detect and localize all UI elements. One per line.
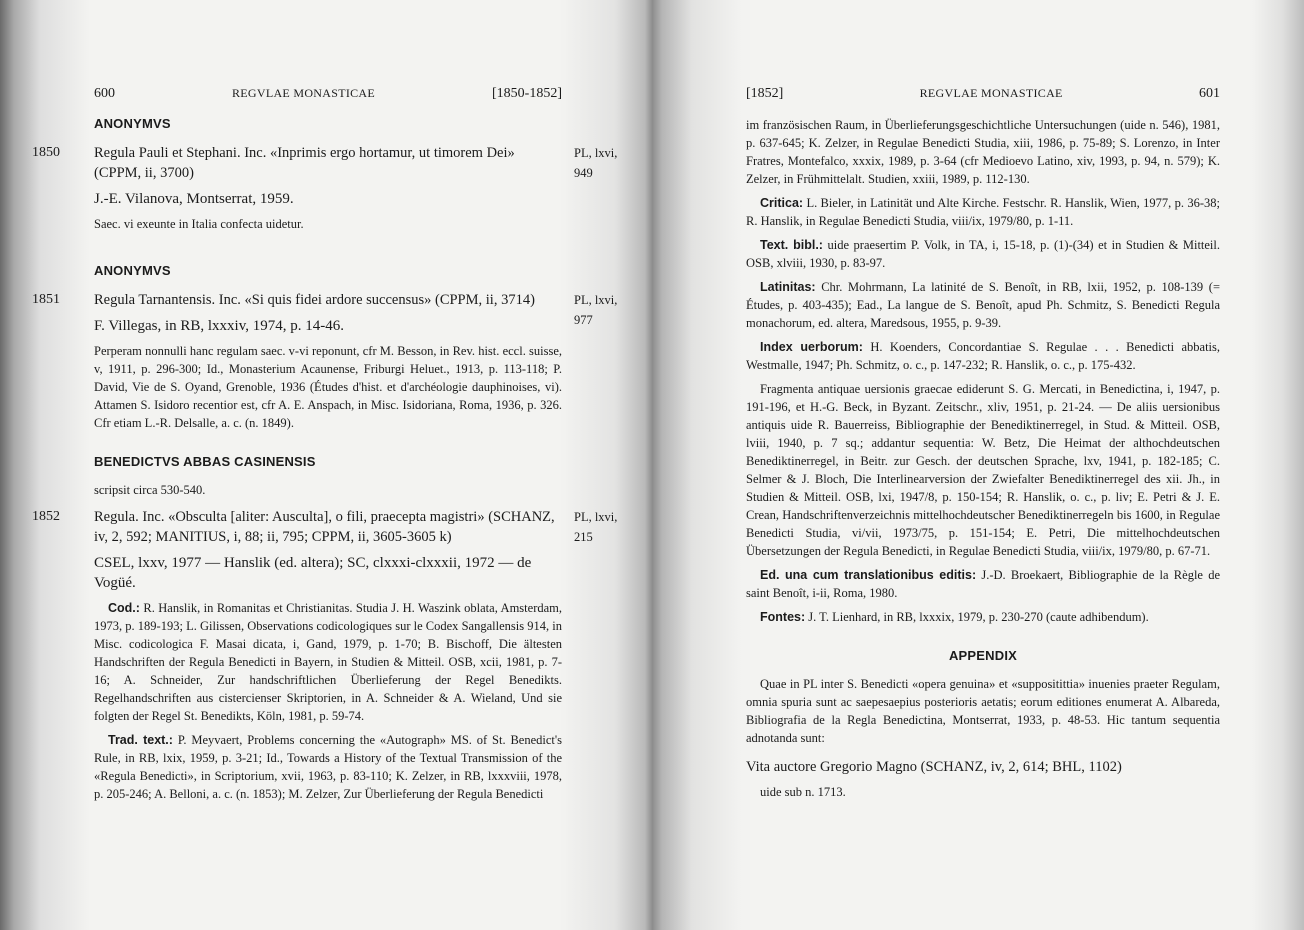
section-heading: ANONYMVS: [94, 263, 171, 278]
entry-note: Perperam nonnulli hanc regulam saec. v-vi reponunt, cfr M. Besson, in Rev. hist. eccl. suisse, v, 1911, p. 296-300; Id., Monasterium Acaunense, Friburgi Heluet., 1913, p. 113-118; P. David, Vie de S. Oyand, Grenoble, 1936 (Études d'hist. et d'archéologie dauphinoises, vi). Attamen S. Isidoro recentior est, cfr A. E. Anspach, in Misc. Isidoriana, Roma, 1936, p. 326. Cfr etiam L.-R. Delsalle, a. c. (n. 1849).: [94, 344, 562, 430]
vita-entry: [746, 757, 1220, 777]
pl-reference: PL, lxvi, 949: [574, 146, 618, 180]
paragraph-text: J.-D. Broekaert, Bibliographie de la Règle de saint Benoît, i-ii, Roma, 1980.: [746, 568, 1220, 600]
running-title: REGVLAE MONASTICAE: [231, 86, 376, 100]
paragraph-label: Fontes:: [760, 610, 806, 624]
codices-paragraph: [94, 599, 562, 725]
paragraph-label: Ed. una cum translationibus editis:: [760, 568, 977, 582]
paragraph-text: R. Hanslik, in Romanitas et Christianitas. Studia J. H. Waszink oblata, Amsterdam, 1973, p. 189-193; L. Gilissen, Observations codicologiques sur le Codex Sangallensis 914, in Misc. codicologica F. Masai dicata, i, Gand, 1979, p. 1-70; B. Bischoff, Die ältesten Handschriften der Regula Benedicti in Bayern, in Studien & Mitteil. OSB, xcii, 1981, p. 7-16; A. Schneider, Zur handschriftlichen Überlieferung der Regel Benedikts. Regelhandschriften aus cistercienser Skriptorien, in A. Schneider & A. Wieland, Und sie folgten der Regel St. Benedikts, Köln, 1981, p. 59-74.: [94, 601, 562, 723]
author-heading: BENEDICTVS ABBAS CASINENSIS: [94, 454, 316, 469]
latinitas-paragraph: [746, 278, 1220, 332]
continued-paragraph: im französischen Raum, in Überlieferungsgeschichtliche Untersuchungen (uide n. 546), 1981, p. 637-645; K. Zelzer, in Regulae Benedicti Studia, xiii, 1986, p. 75-89; S. Lorenzo, in Inter Fratres, Montefalco, xxxix, 1989, p. 3-64 (cfr Medioevo Latino, xiv, 1993, p. 94, n. 579); K. Zelzer, in Frühmittelalt. Studien, xxiii, 1989, p. 112-130.: [746, 118, 1220, 186]
edition-line: CSEL, lxxv, 1977 — Hanslik (ed. altera); SC, clxxxi-clxxxii, 1972 — de Vogüé.: [94, 555, 532, 591]
right-running-header: [746, 86, 1220, 102]
pl-reference: PL, lxvi, 215: [574, 510, 618, 544]
index-paragraph: [746, 338, 1220, 374]
fontes-paragraph: [746, 608, 1220, 626]
paragraph-label: Text. bibl.:: [760, 238, 823, 252]
page-number: 600: [94, 86, 115, 101]
paragraph-text: J. T. Lienhard, in RB, lxxxix, 1979, p. 230-270 (caute adhibendum).: [808, 610, 1149, 624]
entry-note: Saec. vi exeunte in Italia confecta uidetur.: [94, 217, 304, 231]
entry-text: Regula. Inc. «Obsculta [aliter: Ausculta], o fili, praecepta magistri» (SCHANZ, iv, 2, 592; MANITIUS, i, 88; ii, 795; CPPM, ii, 3605-3605 k): [94, 509, 555, 545]
entry-note: uide sub n. 1713.: [760, 785, 846, 799]
tradition-paragraph: [94, 731, 562, 803]
entry-number: 1852: [32, 509, 60, 524]
catalog-entry-1852: [32, 507, 618, 547]
entry-number: 1850: [32, 145, 60, 160]
paragraph-text: uide praesertim P. Volk, in TA, i, 15-18, p. (1)-(34) et in Studien & Mitteil. OSB, xlviii, 1930, p. 83-97.: [746, 238, 1221, 270]
entry-text: Regula Pauli et Stephani. Inc. «Inprimis ergo hortamur, ut timorem Dei» (CPPM, ii, 3700): [94, 145, 515, 181]
left-running-header: [94, 86, 562, 102]
critica-paragraph: [746, 194, 1220, 230]
section-heading: ANONYMVS: [94, 116, 171, 131]
appendix-paragraph: Quae in PL inter S. Benedicti «opera genuina» et «suppositittia» inuenies praeter Regulam, omnia spuria sunt ac saepesaepius posterioris aetatis; eorum editiones enumerat A. Albareda, Bibliografia de la Regla Benedictina, Montserrat, 1933, p. 48-53. Hic tantum sequentia adnotanda sunt:: [746, 677, 1220, 745]
paragraph-label: Cod.:: [108, 601, 140, 615]
left-page-content: [32, 86, 618, 809]
editions-paragraph: [746, 566, 1220, 602]
edition-line: F. Villegas, in RB, lxxxiv, 1974, p. 14-46.: [94, 318, 344, 334]
right-page-content: [746, 86, 1220, 809]
appendix-heading: APPENDIX: [948, 648, 1018, 663]
fragmenta-paragraph: Fragmenta antiquae uersionis graecae ediderunt S. G. Mercati, in Benedictina, i, 1947, p. 191-196, et H.-G. Beck, in Byzant. Zeitschr., xliv, 1951, p. 21-24. — De aliis uersionibus antiquis uide R. Bauerreiss, Bibliographie der Benediktinerregel, in Stud. & Mitteil. OSB, lviii, 1940, p. 7 sq.; addantur sequentia: W. Betz, Die Heimat der althochdeutschen Benediktinerregel, in Beitr. zur Gesch. der deutschen Sprache, lxv, 1941, p. 182-185; C. Selmer & J. Bloch, Die Interlinearversion der Zwiefalter Benediktinerregel des xii. Jh., in Studien & Mitteil. OSB, lxi, 1947/8, p. 150-154; R. Hanslik, o. c., p. liv; E. Petri & J. E. Crean, Handschriftenverzeichnis mittelhochdeutscher Benediktinerregeln bis 1600, in Regulae Benedicti Studia, vi/vii, 1973/75, p. 151-154; E. Petri, Die mittelhochdeutschen Übersetzungen der Regula Benedicti, in Regulae Benedicti Studia, viii/ix, 1979/80, p. 67-71.: [746, 382, 1220, 558]
paragraph-label: Latinitas:: [760, 280, 816, 294]
pl-reference: PL, lxvi, 977: [574, 293, 618, 327]
entry-number: 1851: [32, 292, 60, 307]
entry-text: Regula Tarnantensis. Inc. «Si quis fidei ardore succensus» (CPPM, ii, 3714): [94, 292, 535, 308]
text-bibl-paragraph: [746, 236, 1220, 272]
paragraph-text: H. Koenders, Concordantiae S. Regulae . . . Benedicti abbatis, Westmalle, 1947; Ph. Schmitz, o. c., p. 147-232; R. Hanslik, o. c., p. 175-432.: [746, 340, 1221, 372]
right-page: [652, 0, 1304, 930]
edition-line: J.-E. Vilanova, Montserrat, 1959.: [94, 191, 294, 207]
number-range: [1852]: [746, 86, 784, 101]
paragraph-text: L. Bieler, in Latinität und Alte Kirche. Festschr. R. Hanslik, Wien, 1977, p. 36-38; R. Hanslik, in Regulae Benedicti Studia, viii/ix, 1979/80, p. 1-11.: [746, 196, 1220, 228]
paragraph-label: Critica:: [760, 196, 804, 210]
paragraph-text: P. Meyvaert, Problems concerning the «Autograph» MS. of St. Benedict's Rule, in RB, lxix, 1959, p. 3-21; Id., Towards a History of the Textual Transmission of the «Regula Benedicti», in Scriptorium, xvii, 1963, p. 83-110; K. Zelzer, in RB, lxxxviii, 1978, p. 205-246; A. Belloni, a. c. (n. 1853); M. Zelzer, Zur Überlieferung der Regula Benedicti: [94, 733, 562, 801]
author-dating: scripsit circa 530-540.: [94, 483, 206, 497]
paragraph-label: Trad. text.:: [108, 733, 173, 747]
catalog-entry-1850: [32, 143, 618, 183]
page-number: 601: [1198, 86, 1220, 101]
number-range: [1850-1852]: [492, 86, 562, 101]
paragraph-text: Chr. Mohrmann, La latinité de S. Benoît, in RB, lxii, 1952, p. 108-139 (= Études, p. 403-435); Ead., La langue de S. Benoît, apud Ph. Schmitz, S. Benedicti Regula monachorum, ed. altera, Maredsous, 1955, p. 9-39.: [746, 280, 1221, 330]
entry-text: Vita auctore Gregorio Magno (SCHANZ, iv, 2, 614; BHL, 1102): [746, 759, 1122, 775]
paragraph-label: Index uerborum:: [760, 340, 863, 354]
running-title: REGVLAE MONASTICAE: [919, 86, 1063, 100]
